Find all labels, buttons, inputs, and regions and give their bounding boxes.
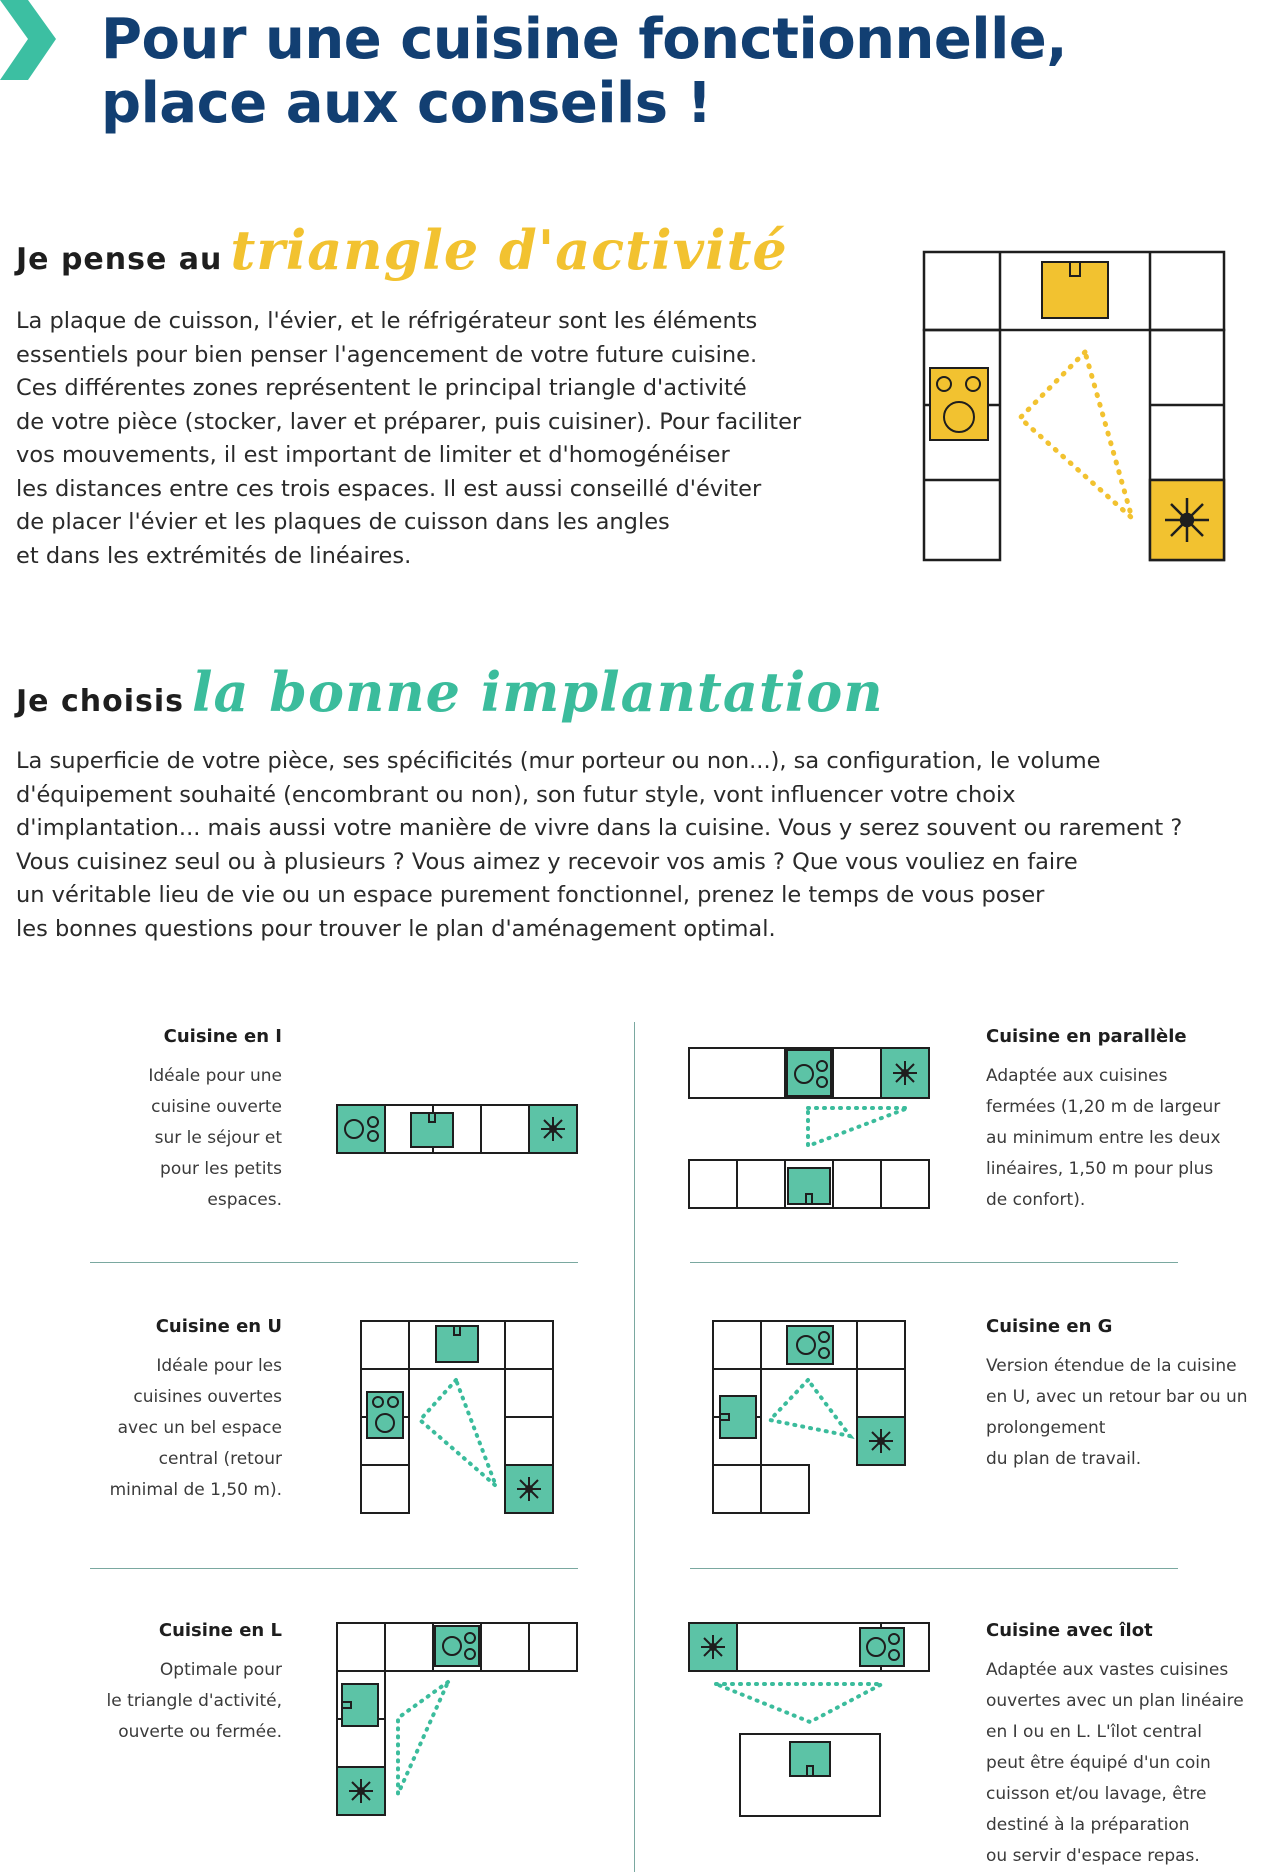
layout-card-ilot <box>986 1620 1280 1872</box>
layout-card-l <box>60 1620 282 1748</box>
sink-icon <box>411 1113 453 1147</box>
plan-cuisine-parallele <box>688 1046 932 1210</box>
section-heading-implantation: Je choisis la bonne implantation <box>16 660 884 724</box>
layout-card-g <box>986 1316 1280 1475</box>
triangle-diagram <box>920 250 1232 564</box>
sink-icon <box>790 1742 830 1776</box>
plan-cuisine-i <box>336 1104 580 1156</box>
layout-title: Cuisine avec îlot <box>986 1620 1153 1641</box>
cooktop-icon <box>787 1050 831 1096</box>
section-heading-triangle: Je pense au triangle d'activité <box>16 218 788 282</box>
cooktop-icon <box>930 368 988 440</box>
layout-title: Cuisine en L <box>158 1620 282 1641</box>
plan-cuisine-u <box>360 1320 556 1516</box>
layout-description: Idéale pour les cuisines ouvertes avec un bel espace central (retour minimal de 1,50 m). <box>109 1356 282 1500</box>
layout-description: Optimale pour le triangle d'activité, ouverte ou fermée. <box>106 1660 282 1742</box>
cooktop-icon <box>860 1628 904 1666</box>
sink-icon <box>720 1396 756 1438</box>
plan-cuisine-l <box>336 1622 580 1818</box>
layout-title: Cuisine en I <box>163 1026 282 1047</box>
divider <box>90 1262 578 1263</box>
divider <box>90 1568 578 1569</box>
fridge-icon <box>337 1767 385 1815</box>
layout-title: Cuisine en G <box>986 1316 1113 1337</box>
chevron-icon <box>0 0 60 80</box>
fridge-icon <box>881 1048 929 1098</box>
divider <box>690 1262 1178 1263</box>
plan-cuisine-g <box>712 1320 908 1516</box>
fridge-icon <box>857 1417 905 1465</box>
fridge-icon <box>689 1623 737 1671</box>
layout-card-u <box>60 1316 282 1506</box>
layout-title: Cuisine en parallèle <box>986 1026 1187 1047</box>
section-text-implantation: La superficie de votre pièce, ses spécificités (mur porteur ou non...), sa configuration, le volume d'équipement souhaité (encombrant ou non), son futur style, vont influencer votre choix d'implantation... mais aussi votre manière de vivre dans la cuisine. Vous y serez souvent ou rarement ? Vous cuisinez seul ou à plusieurs ? Vous aimez y recevoir vos amis ? Que vous vouliez en faire un véritable lieu de vie ou un espace purement fonctionnel, prenez le temps de vous poser les bonnes questions pour trouver le plan d'aménagement optimal. <box>16 748 1183 942</box>
sink-icon <box>436 1326 478 1362</box>
layout-card-i <box>60 1026 282 1216</box>
center-divider <box>634 1022 635 1872</box>
layout-description: Version étendue de la cuisine en U, avec un retour bar ou un prolongement du plan de travail. <box>986 1356 1248 1469</box>
cooktop-icon <box>787 1326 833 1364</box>
cooktop-icon <box>337 1105 385 1153</box>
fridge-icon <box>505 1465 553 1513</box>
cooktop-icon <box>367 1392 403 1438</box>
page-title: Pour une cuisine fonctionnelle, place aux conseils ! <box>101 7 1068 136</box>
section-text-triangle: La plaque de cuisson, l'évier, et le réfrigérateur sont les éléments essentiels pour bien penser l'agencement de votre future cuisine. Ces différentes zones représentent le principal triangle d'activité de votre pièce (stocker, laver et préparer, puis cuisiner). Pour faciliter vos mouvements, il est important de limiter et d'homogénéiser les distances entre ces trois espaces. Il est aussi conseillé d'éviter de placer l'évier et les plaques de cuisson dans les angles et dans les extrémités de linéaires. <box>16 308 802 569</box>
fridge-icon <box>1150 480 1224 560</box>
layout-description: Adaptée aux vastes cuisines ouvertes avec un plan linéaire en I ou en L. L'îlot central peut être équipé d'un coin cuisson et/ou lavage, être destiné à la préparation ou servir d'espace repas. <box>986 1660 1244 1866</box>
sink-icon <box>342 1684 378 1726</box>
layout-description: Adaptée aux cuisines fermées (1,20 m de largeur au minimum entre les deux linéaires, 1,50 m pour plus de confort). <box>986 1066 1221 1210</box>
divider <box>690 1568 1178 1569</box>
fridge-icon <box>529 1105 577 1153</box>
sink-icon <box>1042 262 1108 318</box>
plan-cuisine-ilot <box>688 1622 932 1818</box>
layout-title: Cuisine en U <box>155 1316 282 1337</box>
sink-icon <box>788 1168 830 1204</box>
layout-description: Idéale pour une cuisine ouverte sur le séjour et pour les petits espaces. <box>148 1066 282 1210</box>
cooktop-icon <box>435 1626 479 1666</box>
layout-card-parallele <box>986 1026 1280 1216</box>
